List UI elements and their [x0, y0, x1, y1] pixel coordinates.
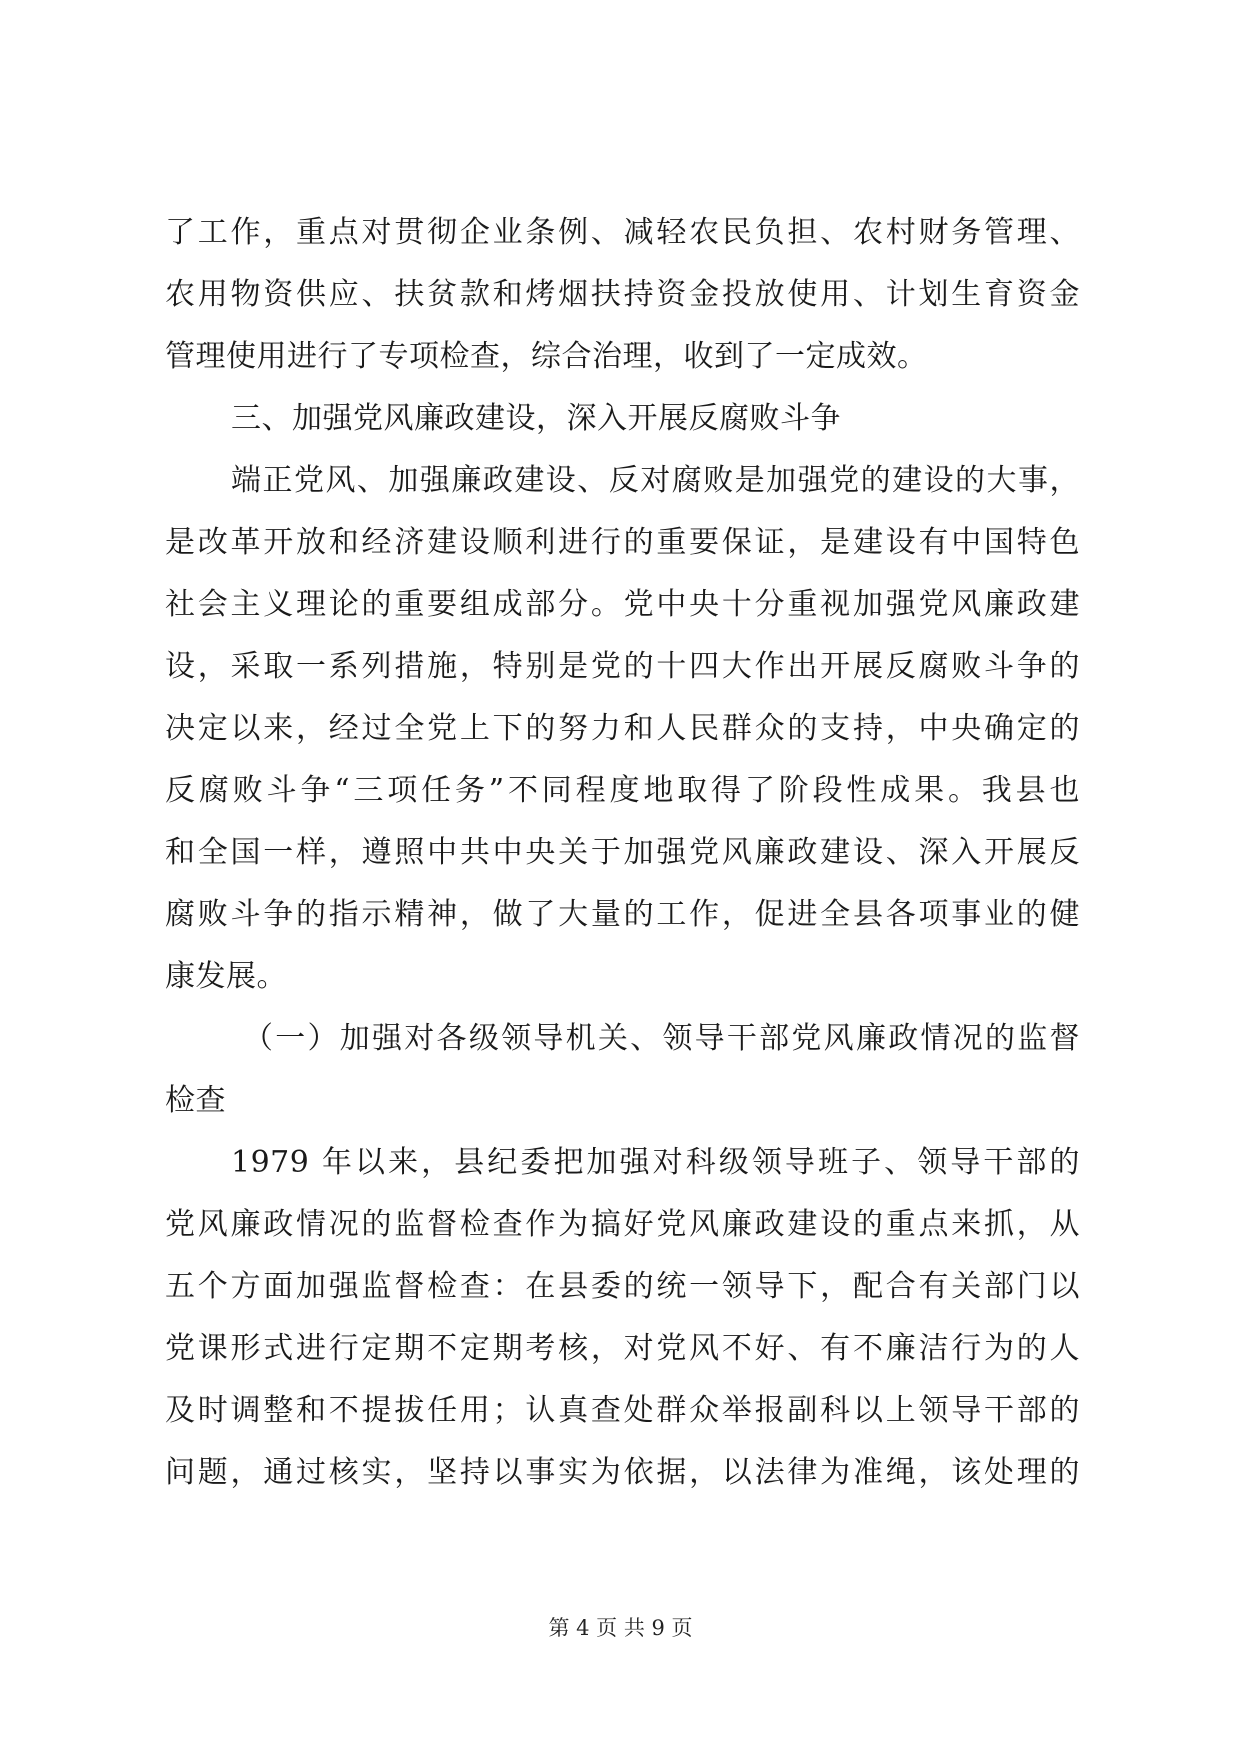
text-line: 是改革开放和经济建设顺利进行的重要保证，是建设有中国特色	[165, 525, 1080, 560]
text-line: 端正党风、加强廉政建设、反对腐败是加强党的建设的大事，	[231, 463, 1080, 498]
text-line: 党风廉政情况的监督检查作为搞好党风廉政建设的重点来抓，从	[165, 1207, 1080, 1242]
subsection-heading: （一）加强对各级领导机关、领导干部党风廉政情况的监督	[243, 1021, 1080, 1056]
text-line: 决定以来，经过全党上下的努力和人民群众的支持，中央确定的	[165, 711, 1080, 746]
text-line: 康发展。	[165, 959, 287, 994]
subsection-heading: 检查	[165, 1083, 226, 1118]
text-line: 问题，通过核实，坚持以事实为依据，以法律为准绳，该处理的	[165, 1455, 1080, 1490]
text-line: 及时调整和不提拔任用；认真查处群众举报副科以上领导干部的	[165, 1393, 1080, 1428]
page-footer: 第 4 页 共 9 页	[548, 1616, 693, 1640]
text-line: 了工作，重点对贯彻企业条例、减轻农民负担、农村财务管理、	[165, 215, 1080, 250]
text-line: 设，采取一系列措施，特别是党的十四大作出开展反腐败斗争的	[165, 649, 1080, 684]
text-line: 五个方面加强监督检查：在县委的统一领导下，配合有关部门以	[165, 1269, 1080, 1304]
section-heading: 三、加强党风廉政建设，深入开展反腐败斗争	[231, 401, 841, 436]
text-line: 党课形式进行定期不定期考核，对党风不好、有不廉洁行为的人	[165, 1331, 1080, 1366]
text-line: 管理使用进行了专项检查，综合治理，收到了一定成效。	[165, 339, 928, 374]
text-line: 反腐败斗争“三项任务”不同程度地取得了阶段性成果。我县也	[165, 773, 1080, 808]
text-line: 腐败斗争的指示精神，做了大量的工作，促进全县各项事业的健	[165, 897, 1080, 932]
text-line: 农用物资供应、扶贫款和烤烟扶持资金投放使用、计划生育资金	[165, 277, 1080, 312]
text-line: 和全国一样，遵照中共中央关于加强党风廉政建设、深入开展反	[165, 835, 1080, 870]
text-line: 社会主义理论的重要组成部分。党中央十分重视加强党风廉政建	[165, 587, 1080, 622]
text-line: 1979 年以来，县纪委把加强对科级领导班子、领导干部的	[231, 1145, 1080, 1180]
document-body	[165, 202, 1080, 1504]
